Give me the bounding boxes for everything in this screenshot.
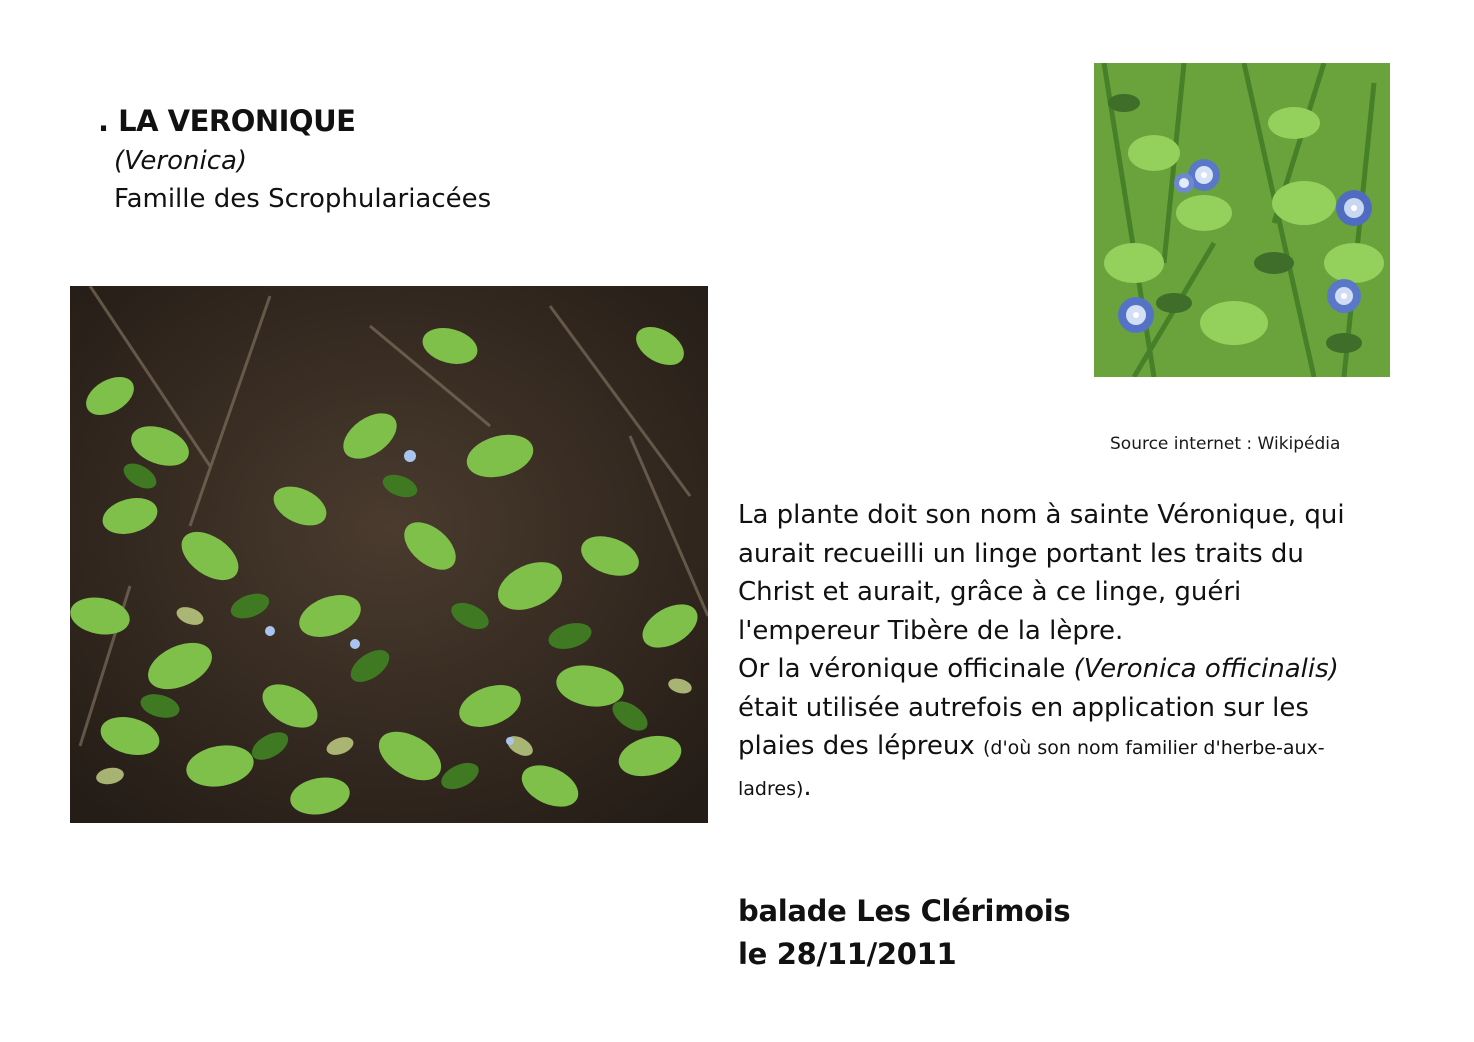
description-line <box>738 727 1378 768</box>
description-line: l'empereur Tibère de la lèpre. <box>738 615 1124 646</box>
description-line <box>738 768 1378 809</box>
image-source-credit: Source internet : Wikipédia <box>1110 434 1341 454</box>
description-line <box>738 650 1378 689</box>
description-text: . <box>803 771 812 802</box>
description-line: était utilisée autrefois en application sur les <box>738 692 1309 723</box>
description-paragraph <box>738 496 1378 808</box>
description-aside: (d'où son nom familier d'herbe-aux- <box>982 737 1325 759</box>
main-plant-photo <box>70 286 708 823</box>
main-photo-illustration <box>70 286 708 823</box>
latin-species-name: (Veronica officinalis) <box>1073 654 1339 684</box>
description-text: Or la véronique officinale <box>738 654 1074 684</box>
flower-photo <box>1094 63 1390 377</box>
description-line: aurait recueilli un linge portant les traits du <box>738 538 1304 569</box>
latin-name: (Veronica) <box>114 146 248 176</box>
description-line: Christ et aurait, grâce à ce linge, guéri <box>738 577 1242 607</box>
walk-date: le 28/11/2011 <box>738 937 957 971</box>
walk-place: balade Les Clérimois <box>738 894 1071 928</box>
description-aside: ladres) <box>738 777 804 800</box>
description-text: plaies des lépreux <box>738 731 983 761</box>
page-title: . LA VERONIQUE <box>98 104 356 138</box>
plant-family: Famille des Scrophulariacées <box>114 184 492 214</box>
description-line: La plante doit son nom à sainte Véronique, qui <box>738 500 1345 530</box>
flower-photo-illustration <box>1094 63 1390 377</box>
walk-info <box>738 890 1070 976</box>
